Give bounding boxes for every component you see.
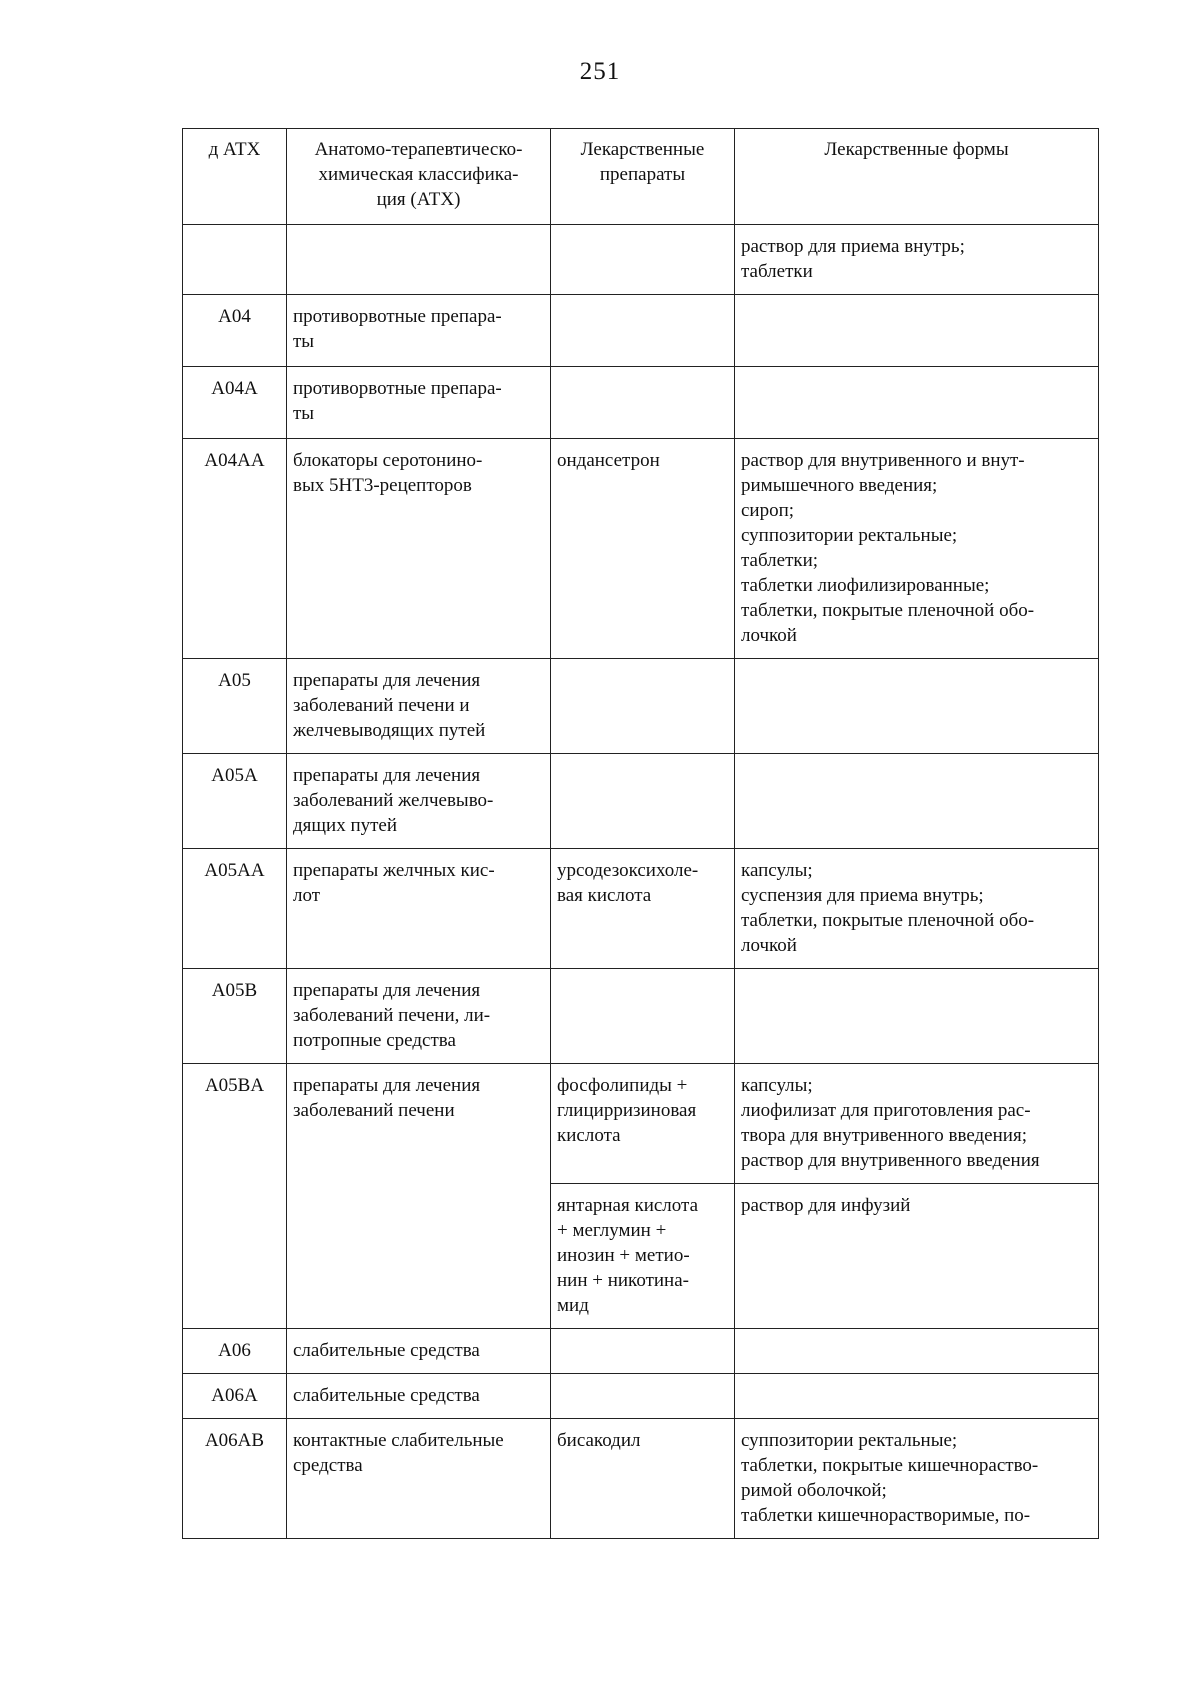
atc-code-cell: A04AA (183, 439, 287, 659)
dosage-forms-cell (735, 367, 1099, 439)
atc-code-cell: A06 (183, 1329, 287, 1374)
table-row (183, 367, 1099, 439)
dosage-forms-cell: раствор для внутривенного и внут- римышечного введения; сироп; суппозитории ректальные; таблетки; таблетки лиофилизированные; таблетки, покрытые пленочной обо- лочкой (735, 439, 1099, 659)
drug-cell (551, 1374, 735, 1419)
header-drugs: Лекарственные препараты (551, 129, 735, 225)
dosage-forms-cell (735, 659, 1099, 754)
atc-code-cell: A05B (183, 969, 287, 1064)
drug-cell (551, 295, 735, 367)
dosage-forms-cell: капсулы; лиофилизат для приготовления рас- твора для внутривенного введения; раствор для внутривенного введения (735, 1064, 1099, 1184)
atc-name-cell (287, 225, 551, 295)
atc-name-cell: контактные слабительные средства (287, 1419, 551, 1539)
drug-cell: янтарная кислота + меглумин + инозин + метио- нин + никотина- мид (551, 1184, 735, 1329)
dosage-forms-cell (735, 1374, 1099, 1419)
table-row (183, 849, 1099, 969)
atc-code-cell (183, 225, 287, 295)
atc-code-cell: A04 (183, 295, 287, 367)
drug-cell (551, 754, 735, 849)
atc-name-cell: препараты для лечения заболеваний печени и желчевыводящих путей (287, 659, 551, 754)
dosage-forms-cell: раствор для приема внутрь; таблетки (735, 225, 1099, 295)
atc-code-cell: A05 (183, 659, 287, 754)
page-number: 251 (579, 58, 621, 85)
table-row (183, 295, 1099, 367)
header-dosage-forms: Лекарственные формы (735, 129, 1099, 225)
table-row (183, 969, 1099, 1064)
atc-name-cell: препараты для лечения заболеваний печени (287, 1064, 551, 1329)
dosage-forms-cell (735, 754, 1099, 849)
dosage-forms-cell (735, 295, 1099, 367)
atc-code-cell: A05A (183, 754, 287, 849)
table-row (183, 659, 1099, 754)
dosage-forms-cell: капсулы; суспензия для приема внутрь; таблетки, покрытые пленочной обо- лочкой (735, 849, 1099, 969)
drug-cell: ондансетрон (551, 439, 735, 659)
dosage-forms-cell: суппозитории ректальные; таблетки, покрытые кишечнораство- римой оболочкой; таблетки кишечнорастворимые, по- (735, 1419, 1099, 1539)
atc-code-cell: A06A (183, 1374, 287, 1419)
atc-code-cell: A04A (183, 367, 287, 439)
drug-cell: фосфолипиды + глицирризиновая кислота (551, 1064, 735, 1184)
drug-cell: бисакодил (551, 1419, 735, 1539)
table-row (183, 439, 1099, 659)
atc-name-cell: блокаторы серотонино- вых 5HT3-рецепторов (287, 439, 551, 659)
table-row (183, 1374, 1099, 1419)
header-atc-classification: Анатомо-терапевтическо- химическая классифика- ция (АТХ) (287, 129, 551, 225)
table-row (183, 225, 1099, 295)
table-header-row (183, 129, 1099, 225)
atc-name-cell: препараты желчных кис- лот (287, 849, 551, 969)
atc-code-cell: A05BA (183, 1064, 287, 1329)
atc-code-cell: A06AB (183, 1419, 287, 1539)
drug-cell (551, 969, 735, 1064)
table-row (183, 1064, 1099, 1184)
atc-code-cell: A05AA (183, 849, 287, 969)
atc-name-cell: слабительные средства (287, 1329, 551, 1374)
drug-cell (551, 367, 735, 439)
atc-name-cell: противорвотные препара- ты (287, 367, 551, 439)
dosage-forms-cell: раствор для инфузий (735, 1184, 1099, 1329)
dosage-forms-cell (735, 1329, 1099, 1374)
atc-classification-table (182, 128, 1099, 1539)
dosage-forms-cell (735, 969, 1099, 1064)
atc-name-cell: противорвотные препара- ты (287, 295, 551, 367)
atc-name-cell: слабительные средства (287, 1374, 551, 1419)
table-row (183, 1419, 1099, 1539)
table-row (183, 1329, 1099, 1374)
atc-name-cell: препараты для лечения заболеваний печени, ли- потропные средства (287, 969, 551, 1064)
header-atc-code: д АТХ (183, 129, 287, 225)
table-row (183, 754, 1099, 849)
atc-name-cell: препараты для лечения заболеваний желчевыво- дящих путей (287, 754, 551, 849)
drug-cell (551, 1329, 735, 1374)
drug-cell (551, 225, 735, 295)
drug-cell: урсодезоксихоле- вая кислота (551, 849, 735, 969)
drug-cell (551, 659, 735, 754)
